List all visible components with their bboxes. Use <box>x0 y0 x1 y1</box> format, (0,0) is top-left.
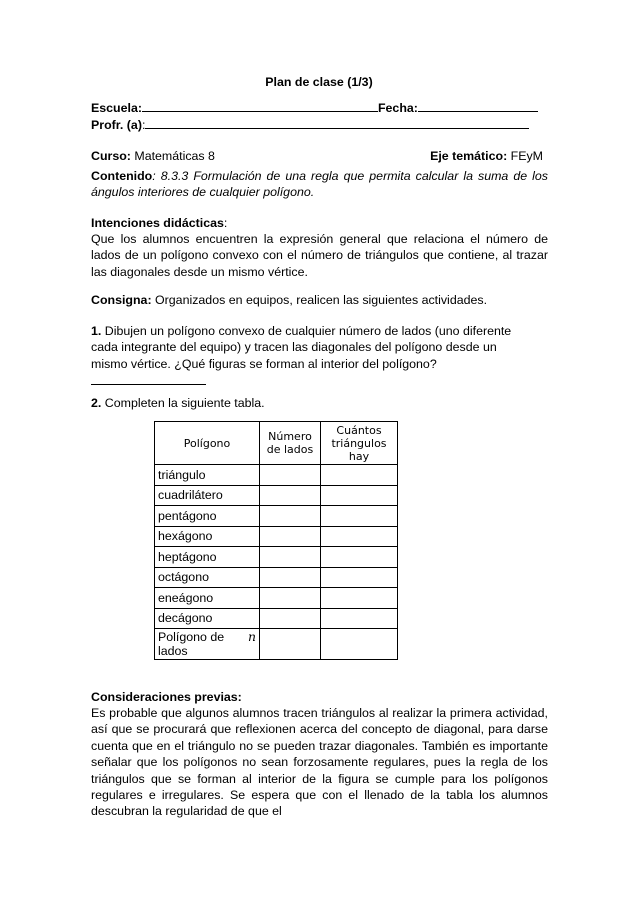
sides-cell[interactable] <box>260 485 321 506</box>
table-row <box>155 465 398 486</box>
intenciones-label: Intenciones didácticas <box>91 216 224 230</box>
fecha-blank <box>418 99 538 112</box>
table-row <box>155 485 398 506</box>
fecha-label: Fecha: <box>377 101 418 115</box>
escuela-fecha-line <box>91 99 548 116</box>
triangles-cell[interactable] <box>321 608 398 629</box>
consideraciones-text: Es probable que algunos alumnos tracen triángulos al realizar la primera actividad, así que se procurará que reflexionen acerca del concepto de diagonal, para darse cuenta que en el triángulo no se pueden trazar diagonales. También es importante señalar que los polígonos no sean forzosamente regulares, pues la regla de los triángulos que se forman al interior de la figura se cumple para los polígonos regulares e irregulares. Se espera que con el llenado de la tabla los alumnos descubran la regularidad de que el <box>91 706 548 819</box>
consideraciones-heading: Consideraciones previas: <box>91 690 242 704</box>
consigna-label: Consigna: <box>91 293 152 307</box>
contenido-text: : 8.3.3 Formulación de una regla que permita calcular la suma de los ángulos interiores de cualquier polígono. <box>91 169 548 200</box>
eje-label: Eje temático: <box>430 149 508 163</box>
intenciones-colon: : <box>223 216 228 230</box>
contenido-label: Contenido <box>91 169 153 183</box>
activity-2 <box>91 395 548 411</box>
header-triangulos: Cuántos triángulos hay <box>321 422 398 465</box>
curso <box>91 148 215 164</box>
sides-cell[interactable] <box>260 629 321 660</box>
polygon-name: eneágono <box>155 588 260 609</box>
consigna-paragraph <box>91 292 548 308</box>
polygon-name: hexágono <box>155 526 260 547</box>
triangles-cell[interactable] <box>321 547 398 568</box>
header-poligono: Polígono <box>155 422 260 465</box>
polygon-table <box>154 421 398 660</box>
eje-value: FEyM <box>507 149 543 163</box>
sides-cell[interactable] <box>260 608 321 629</box>
polygon-n-line <box>158 630 256 644</box>
table-row <box>155 526 398 547</box>
activity-2-number: 2. <box>91 396 102 410</box>
triangles-cell[interactable] <box>321 588 398 609</box>
activity-1 <box>91 323 536 390</box>
page-title: Plan de clase (1/3) <box>265 75 373 89</box>
polygon-name: decágono <box>155 608 260 629</box>
intenciones-heading <box>91 215 548 231</box>
curso-value: Matemáticas 8 <box>130 149 215 163</box>
polygon-name-n <box>155 629 260 660</box>
table-row <box>155 506 398 527</box>
curso-label: Curso: <box>91 149 131 163</box>
polygon-name: octágono <box>155 567 260 588</box>
activity-1-blank <box>91 372 206 385</box>
triangles-cell[interactable] <box>321 465 398 486</box>
sides-cell[interactable] <box>260 588 321 609</box>
polygon-name: pentágono <box>155 506 260 527</box>
escuela-blank <box>142 99 378 112</box>
intenciones-text: Que los alumnos encuentren la expresión general que relaciona el número de lados de un polígono convexo con el número de triángulos que contiene, al trazar las diagonales desde un mismo vértice. <box>91 232 548 279</box>
polygon-n-suffix: lados <box>158 644 188 658</box>
sides-cell[interactable] <box>260 465 321 486</box>
triangles-cell[interactable] <box>321 567 398 588</box>
contenido-paragraph <box>91 168 548 201</box>
profr-colon: : <box>141 118 146 132</box>
profr-line <box>91 116 548 133</box>
course-line <box>91 148 543 164</box>
table-header-row <box>155 422 398 465</box>
polygon-name: triángulo <box>155 465 260 486</box>
sides-cell[interactable] <box>260 506 321 527</box>
profr-label: Profr. (a) <box>91 118 142 132</box>
sides-cell[interactable] <box>260 547 321 568</box>
activity-1-text: Dibujen un polígono convexo de cualquier número de lados (uno diferente cada integrante del equipo) y tracen las diagonales del polígono desde un mismo vértice. ¿Qué figuras se forman al interior del polígono? <box>91 324 512 371</box>
consigna-text: Organizados en equipos, realicen las siguientes actividades. <box>151 293 488 307</box>
polygon-name: heptágono <box>155 547 260 568</box>
sides-cell[interactable] <box>260 567 321 588</box>
activity-1-number: 1. <box>91 324 102 338</box>
profr-blank <box>145 116 529 129</box>
sides-cell[interactable] <box>260 526 321 547</box>
table-row-n <box>155 629 398 660</box>
triangles-cell[interactable] <box>321 506 398 527</box>
table-row <box>155 547 398 568</box>
activity-2-text: Completen la siguiente tabla. <box>101 396 265 410</box>
table-row <box>155 608 398 629</box>
triangles-cell[interactable] <box>321 485 398 506</box>
triangles-cell[interactable] <box>321 526 398 547</box>
escuela-label: Escuela: <box>91 101 142 115</box>
n-variable: n <box>248 629 256 644</box>
table-row <box>155 567 398 588</box>
eje <box>430 148 543 164</box>
header-numero-lados: Número de lados <box>260 422 321 465</box>
polygon-n-prefix: Polígono de <box>158 630 225 644</box>
polygon-name: cuadrilátero <box>155 485 260 506</box>
table-row <box>155 588 398 609</box>
triangles-cell[interactable] <box>321 629 398 660</box>
